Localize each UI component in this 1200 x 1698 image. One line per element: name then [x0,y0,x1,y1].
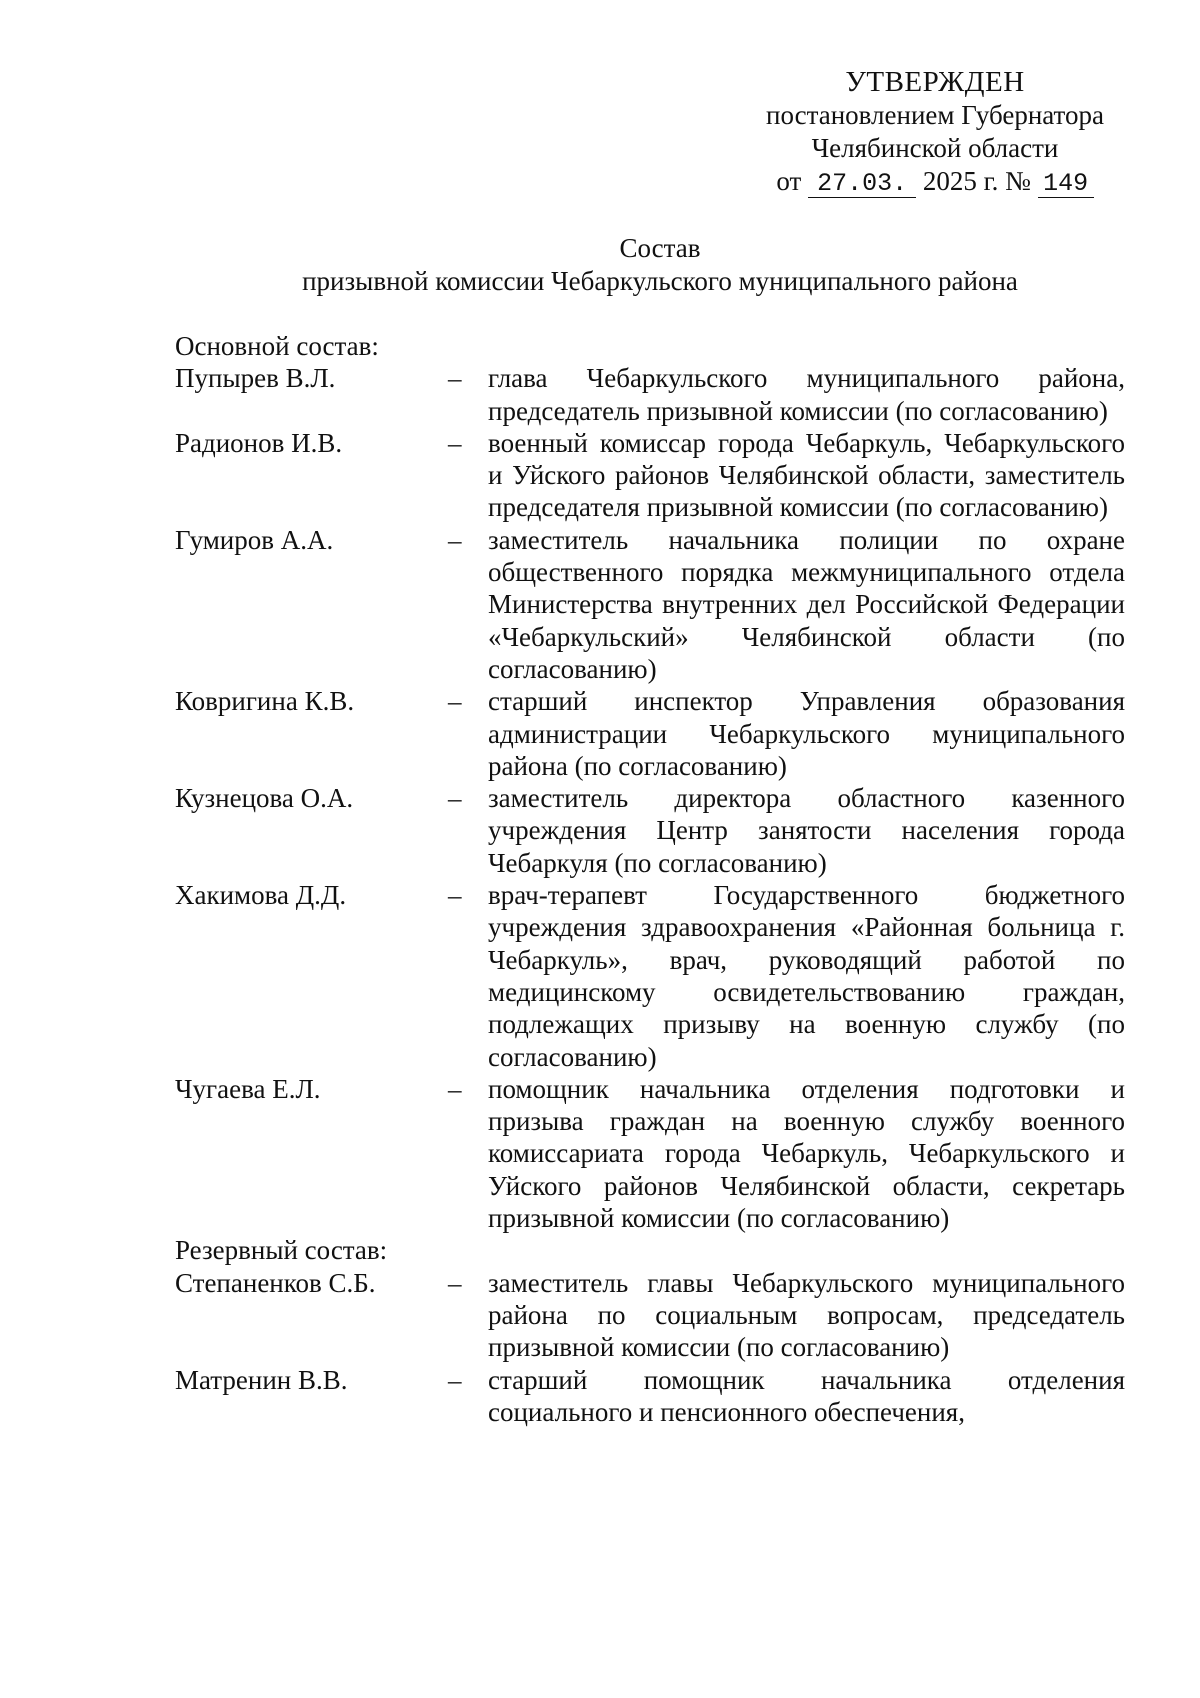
member-dash: – [448,686,462,717]
document-title [120,232,1200,298]
approval-year: 2025 г. № [922,166,1031,196]
member-name: Хакимова Д.Д. [175,880,347,911]
member-role: заместитель главы Чебаркульского муниципального района по социальным вопросам, председатель призывной комиссии (по согласованию) [488,1267,1125,1363]
member-role: заместитель директора областного казенного учреждения Центр занятости населения города Чебаркуля (по согласованию) [488,783,1125,878]
member-row [175,782,1125,879]
member-role: заместитель начальника полиции по охране общественного порядка межмуниципального отдела Министерства внутренних дел Российской Федерации «Чебаркульский» Челябинской области (по согласованию) [488,524,1125,684]
member-name: Кузнецова О.А. [175,783,354,814]
member-dash: – [448,783,462,814]
member-row [175,1073,1125,1234]
member-role: старший инспектор Управления образования администрации Чебаркульского муниципального района (по согласованию) [488,686,1125,781]
approval-line-2: Челябинской области [811,133,1059,163]
commission-list [175,330,1125,1428]
member-name: Степаненков С.Б. [175,1267,376,1298]
approval-block [730,66,1140,198]
title-line-1: Состав [619,233,701,263]
member-dash: – [448,1073,462,1104]
member-name: Чугаева Е.Л. [175,1073,321,1104]
member-role: старший помощник начальника отделения социального и пенсионного обеспечения, [488,1364,1125,1427]
member-dash: – [448,1364,462,1395]
member-name: Пупырев В.Л. [175,363,336,394]
member-row [175,362,1125,427]
approval-number: 149 [1038,170,1094,198]
member-dash: – [448,427,462,458]
member-dash: – [448,880,462,911]
reserve-section-label: Резервный состав: [175,1235,388,1266]
member-row [175,685,1125,782]
member-name: Ковригина К.В. [175,686,355,717]
approval-line-1: постановлением Губернатора [766,100,1104,130]
member-role: глава Чебаркульского муниципального района, председатель призывной комиссии (по согласованию) [488,363,1125,426]
approval-stamp: УТВЕРЖДЕН [845,66,1025,98]
member-name: Гумиров А.А. [175,524,334,555]
member-role: врач-терапевт Государственного бюджетного учреждения здравоохранения «Районная больница г. Чебаркуль», врач, руководящий работой по медицинскому освидетельствованию граждан, подлежащих призыву на военную службу (по согласованию) [488,880,1125,1072]
member-row [175,427,1125,524]
member-row [175,1364,1125,1429]
member-row [175,524,1125,685]
approval-date: 27.03. [808,170,916,198]
member-name: Матренин В.В. [175,1364,348,1395]
member-dash: – [448,524,462,555]
member-role: помощник начальника отделения подготовки и призыва граждан на военную службу военного комиссариата города Чебаркуль, Чебаркульского и Уйского районов Челябинской области, секретарь призывной комиссии (по согласованию) [488,1073,1125,1234]
title-line-2: призывной комиссии Чебаркульского муниципального района [302,266,1018,296]
approval-dateline [730,165,1140,198]
approval-prefix: от [776,166,802,196]
main-section-label: Основной состав: [175,331,379,361]
member-dash: – [448,1267,462,1298]
member-role: военный комиссар города Чебаркуль, Чебаркульского и Уйского районов Челябинской области, заместитель председателя призывной комиссии (по согласованию) [488,427,1125,523]
member-dash: – [448,363,462,394]
member-row [175,879,1125,1073]
member-row [175,1267,1125,1364]
member-name: Радионов И.В. [175,427,343,458]
